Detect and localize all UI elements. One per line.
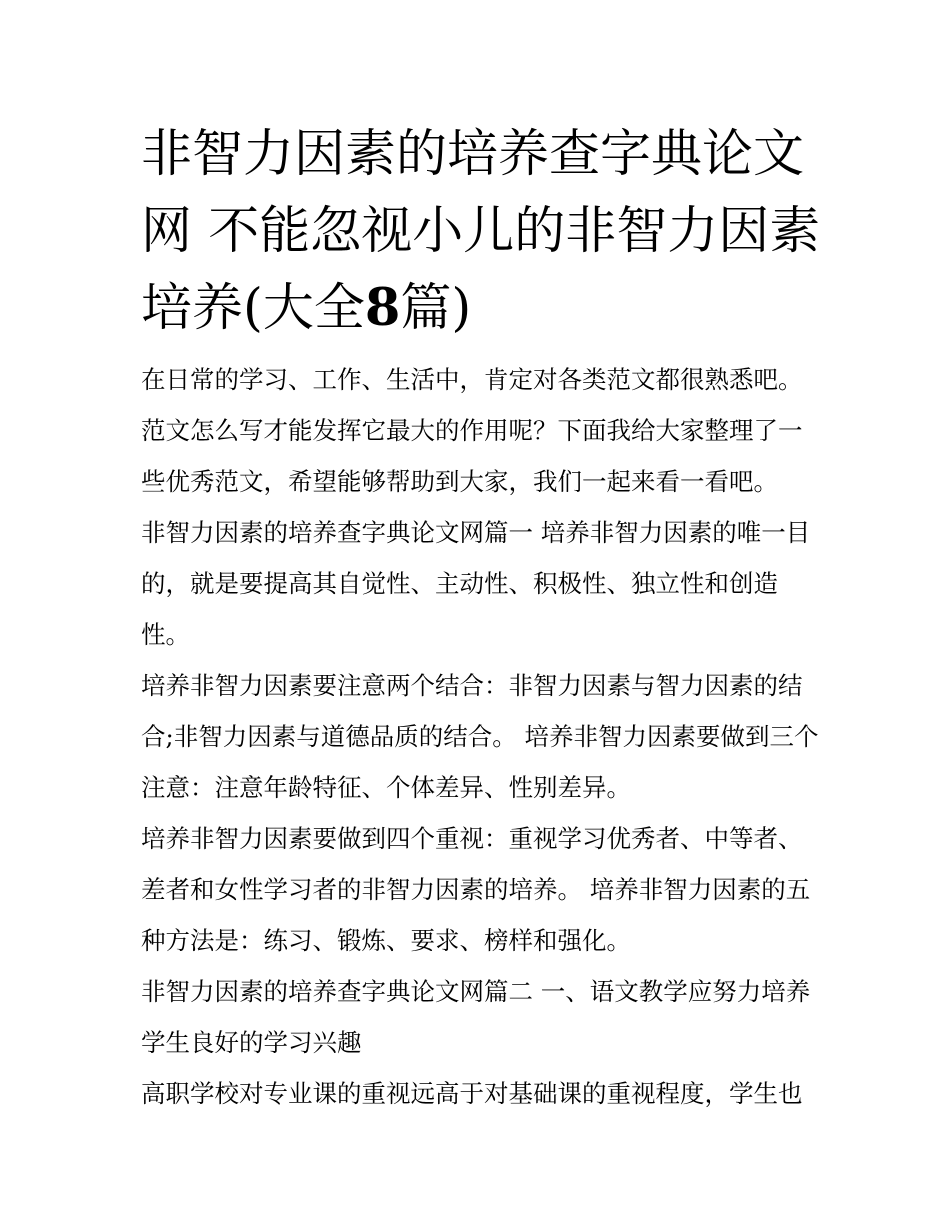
title-text-end: 篇) <box>400 279 472 338</box>
paragraph: 高职学校对专业课的重视远高于对基础课的重视程度，学生也 <box>141 1079 803 1108</box>
title-number: 8 <box>364 278 401 338</box>
title-text: 非智力因素的培养查字典论文网 不能忽视小儿的非智力因素培养(大全 <box>141 125 821 338</box>
document-title <box>141 116 831 347</box>
paragraph: 在日常的学习、工作、生活中，肯定对各类范文都很熟悉吧。范文怎么写才能发挥它最大的作用呢？下面我给大家整理了一些优秀范文，希望能够帮助到大家，我们一起来看一看吧。 <box>141 365 803 496</box>
paragraph: 非智力因素的培养查字典论文网篇二 一、语文教学应努力培养学生良好的学习兴趣 <box>141 977 811 1057</box>
document-body <box>141 354 821 1119</box>
paragraph: 培养非智力因素要做到四个重视：重视学习优秀者、中等者、差者和女性学习者的非智力因素的培养。 培养非智力因素的五种方法是：练习、锻炼、要求、榜样和强化。 <box>141 824 811 955</box>
paragraph: 非智力因素的培养查字典论文网篇一 培养非智力因素的唯一目的，就是要提高其自觉性、主动性、积极性、独立性和创造性。 <box>141 518 811 649</box>
paragraph: 培养非智力因素要注意两个结合：非智力因素与智力因素的结合;非智力因素与道德品质的结合。 培养非智力因素要做到三个注意：注意年龄特征、个体差异、性别差异。 <box>141 671 819 802</box>
